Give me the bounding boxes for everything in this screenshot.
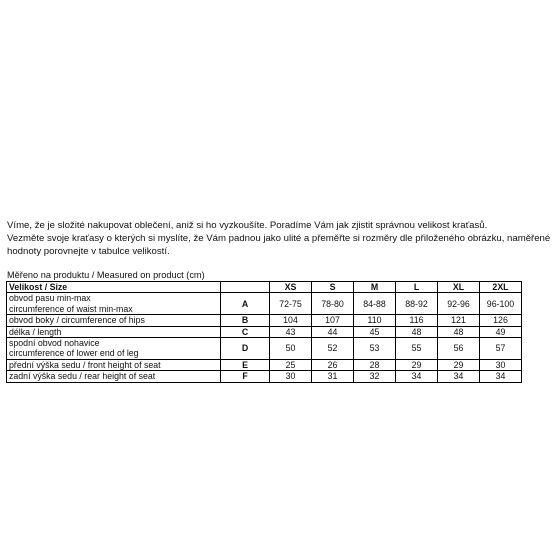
measurement-value: 88-92	[396, 293, 438, 315]
table-row	[7, 315, 522, 326]
size-header-m: M	[354, 282, 396, 293]
measurement-value: 96-100	[480, 293, 522, 315]
measurement-code: A	[221, 293, 270, 315]
measurement-code: F	[221, 371, 270, 382]
measurement-value: 53	[354, 338, 396, 360]
measurement-name-line: circumference of waist min-max	[9, 303, 133, 314]
table-row	[7, 371, 522, 382]
measurement-value: 34	[480, 371, 522, 382]
measurement-name	[7, 315, 221, 326]
measurement-name	[7, 326, 221, 337]
size-header-xs: XS	[270, 282, 312, 293]
measurement-value: 104	[270, 315, 312, 326]
measurement-value: 121	[438, 315, 480, 326]
measurement-name-line: obvod pasu min-max	[9, 293, 91, 304]
table-row	[7, 326, 522, 337]
measurement-value: 52	[312, 338, 354, 360]
measurement-value: 30	[480, 359, 522, 370]
measurement-value: 29	[396, 359, 438, 370]
measurement-value: 72-75	[270, 293, 312, 315]
measurement-value: 50	[270, 338, 312, 360]
measurement-code: D	[221, 338, 270, 360]
intro-line-1: Víme, že je složité nakupovat oblečení, aniž si ho vyzkoušíte. Poradíme Vám jak zjistit správnou velikost kraťasů.	[7, 220, 488, 231]
measurement-value: 28	[354, 359, 396, 370]
measurement-value: 48	[438, 326, 480, 337]
measurement-name	[7, 371, 221, 382]
size-header-2xl: 2XL	[480, 282, 522, 293]
measurement-name	[7, 293, 221, 315]
measurement-name	[7, 338, 221, 360]
measurement-name-line: délka / length	[9, 326, 62, 337]
measurement-name-line: zadní výška sedu / rear height of seat	[9, 371, 156, 382]
measurement-value: 110	[354, 315, 396, 326]
size-table-body	[7, 282, 522, 383]
measurement-value: 55	[396, 338, 438, 360]
measurement-value: 84-88	[354, 293, 396, 315]
measurement-value: 107	[312, 315, 354, 326]
measurement-value: 116	[396, 315, 438, 326]
measurement-name-line: circumference of lower end of leg	[9, 348, 139, 359]
measurement-value: 30	[270, 371, 312, 382]
size-header-l: L	[396, 282, 438, 293]
intro-text	[7, 219, 553, 258]
measurement-value: 56	[438, 338, 480, 360]
measurement-value: 49	[480, 326, 522, 337]
measurement-name-line: spodní obvod nohavice	[9, 338, 100, 349]
measurement-value: 44	[312, 326, 354, 337]
intro-line-2: Vezměte svoje kraťasy o kterých si myslíte, že Vám padnou jako ulité a přeměřte si rozměry dle přiloženého obrázku, naměřené hodnoty porovnejte v tabulce velikostí.	[7, 233, 551, 257]
measurement-code: C	[221, 326, 270, 337]
measurement-name-line: obvod boky / circumference of hips	[9, 315, 145, 326]
header-label: Velikost / Size	[7, 282, 221, 293]
size-table	[6, 281, 522, 383]
measurement-value: 25	[270, 359, 312, 370]
size-header-s: S	[312, 282, 354, 293]
table-caption: Měřeno na produktu / Measured on product (cm)	[7, 270, 205, 280]
measurement-value: 43	[270, 326, 312, 337]
measurement-value: 32	[354, 371, 396, 382]
measurement-value: 57	[480, 338, 522, 360]
measurement-value: 29	[438, 359, 480, 370]
table-row	[7, 338, 522, 360]
measurement-code: B	[221, 315, 270, 326]
measurement-value: 34	[396, 371, 438, 382]
table-row	[7, 359, 522, 370]
measurement-value: 92-96	[438, 293, 480, 315]
size-header-xl: XL	[438, 282, 480, 293]
measurement-code: E	[221, 359, 270, 370]
measurement-value: 34	[438, 371, 480, 382]
table-row	[7, 293, 522, 315]
measurement-name	[7, 359, 221, 370]
measurement-value: 45	[354, 326, 396, 337]
measurement-name-line: přední výška sedu / front height of seat	[9, 359, 161, 370]
measurement-value: 26	[312, 359, 354, 370]
table-header-row	[7, 282, 522, 293]
measurement-value: 31	[312, 371, 354, 382]
header-code-cell	[221, 282, 270, 293]
measurement-value: 78-80	[312, 293, 354, 315]
measurement-value: 48	[396, 326, 438, 337]
measurement-value: 126	[480, 315, 522, 326]
